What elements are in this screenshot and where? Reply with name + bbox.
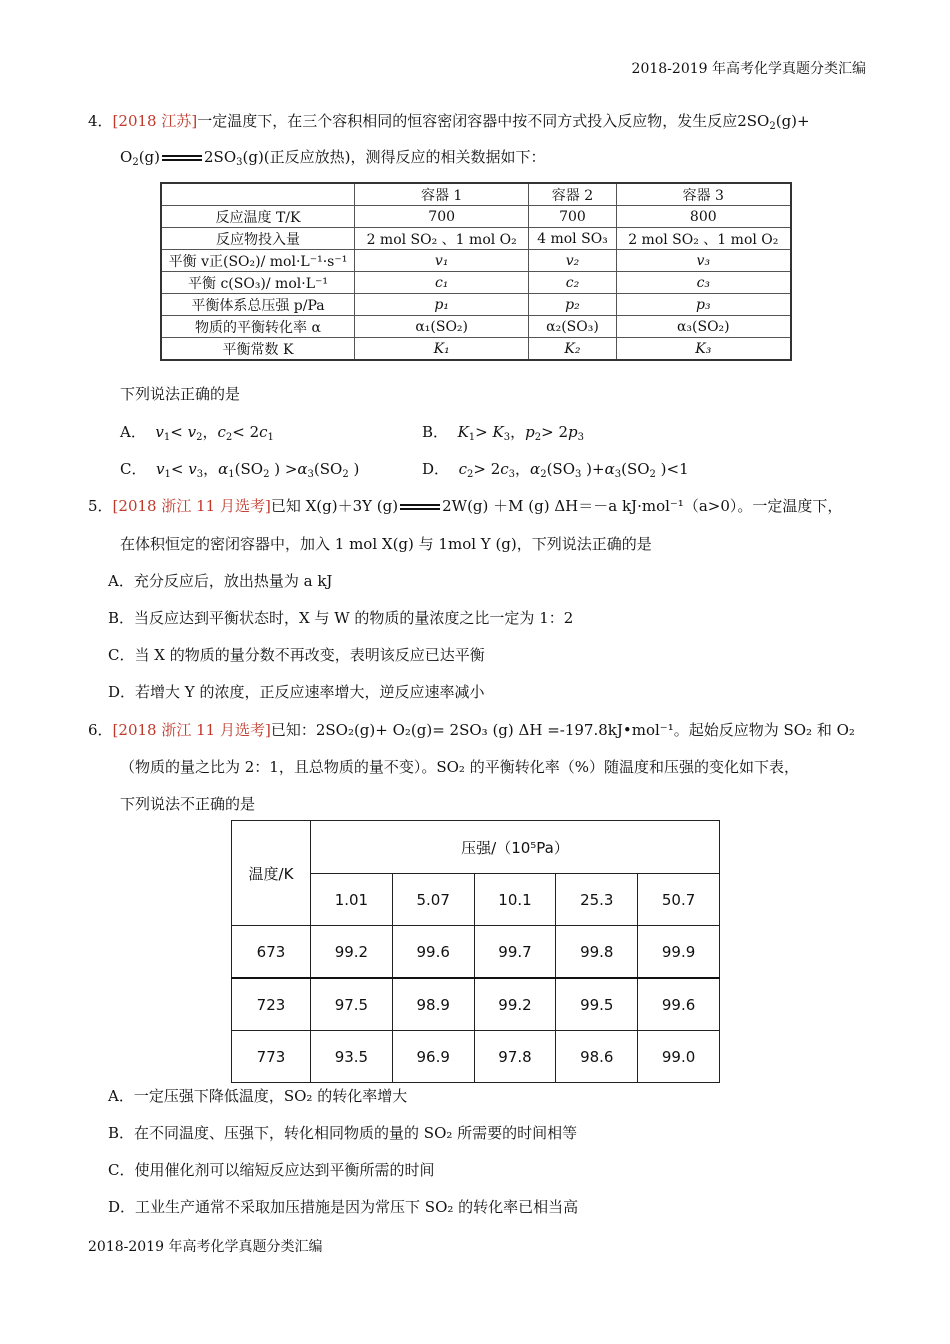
table-row (161, 294, 791, 316)
table-cell: α₁(SO₂) (355, 316, 529, 338)
table-cell: 物质的平衡转化率 α (161, 316, 355, 338)
question-4-line-2: $O_2(g)$ $2SO_3(g)$(正反应放热)，测得反应的相关数据如下： (120, 148, 546, 168)
formula-part: (g)+ (775, 112, 810, 130)
table-header-row (232, 821, 720, 874)
option-label: D． (422, 460, 450, 478)
table-cell: 99.0 (638, 1031, 720, 1083)
q6-option-c: C．使用催化剂可以缩短反应达到平衡所需的时间 (108, 1161, 435, 1179)
table-cell: c₁ (355, 272, 529, 294)
table-cell: 容器 1 (355, 183, 529, 206)
table-cell (161, 183, 355, 206)
table-cell: 4 mol SO₃ (529, 228, 616, 250)
table-cell: 99.6 (638, 978, 720, 1031)
question-6-line-2: （物质的量之比为 2：1，且总物质的量不变）。SO₂ 的平衡转化率（%）随温度和压强的变化如下表， (120, 758, 799, 776)
table-header-row (161, 183, 791, 206)
table-cell: 平衡常数 K (161, 338, 355, 361)
option-label: C． (120, 460, 147, 478)
equilibrium-arrow-icon (400, 502, 440, 512)
table-cell: K₂ (529, 338, 616, 361)
temperature-cell: 673 (232, 926, 311, 979)
table-cell: v₂ (529, 250, 616, 272)
question-text: (g)(正反应放热)，测得反应的相关数据如下： (242, 148, 546, 166)
question-source: [2018 浙江 11 月选考] (112, 497, 271, 515)
q5-option-d: D．若增大 Y 的浓度，正反应速率增大，逆反应速率减小 (108, 683, 485, 701)
table-cell: 99.9 (638, 926, 720, 979)
page-footer: 2018-2019 年高考化学真题分类汇编 (88, 1239, 323, 1255)
table-row (232, 1031, 720, 1083)
temperature-cell: 723 (232, 978, 311, 1031)
formula-part: O (120, 148, 133, 166)
question-text: 已知：2SO₂(g)+ O₂(g)= 2SO₃ (g) ΔH =-197.8kJ•mol⁻¹。起始反应物为 SO₂ 和 O₂ (270, 721, 855, 739)
table-cell: K₃ (616, 338, 791, 361)
table-cell: 96.9 (392, 1031, 474, 1083)
table-cell: 2 mol SO₂ 、1 mol O₂ (616, 228, 791, 250)
q4-option-d: D． $c_2> 2c_3$，$\alpha_2(SO_3$ )$+\alpha_3(SO_2$ )<1 (422, 460, 689, 480)
q6-option-d: D．工业生产通常不采取加压措施是因为常压下 SO₂ 的转化率已相当高 (108, 1198, 579, 1216)
table-cell: 99.7 (474, 926, 556, 979)
table-row (161, 228, 791, 250)
table-row (161, 250, 791, 272)
question-5-line-1 (88, 495, 842, 516)
table-cell: 平衡体系总压强 p/Pa (161, 294, 355, 316)
table-cell: 99.5 (556, 978, 638, 1031)
table-cell: α₂(SO₃) (529, 316, 616, 338)
table-cell: K₁ (355, 338, 529, 361)
question-6-line-3: 下列说法不正确的是 (120, 795, 256, 813)
q5-option-c: C．当 X 的物质的量分数不再改变，表明该反应已达平衡 (108, 646, 485, 664)
table-cell: 2 mol SO₂ 、1 mol O₂ (355, 228, 529, 250)
table-cell: 平衡 v正(SO₂)/ mol·L⁻¹·s⁻¹ (161, 250, 355, 272)
table-cell: 98.6 (556, 1031, 638, 1083)
table-cell: 容器 3 (616, 183, 791, 206)
option-label: B． (422, 423, 449, 441)
table-cell: p₃ (616, 294, 791, 316)
table-cell: 98.9 (392, 978, 474, 1031)
question-source: [2018 江苏] (112, 112, 198, 130)
table-cell: p₁ (355, 294, 529, 316)
table-cell: 800 (616, 206, 791, 228)
question-text: 2W(g) ＋M (g) ΔH＝－a kJ·mol⁻¹（a>0）。一定温度下， (442, 497, 843, 515)
pressure-cell: 1.01 (311, 874, 393, 926)
reaction-data-table (160, 182, 792, 361)
table-row (232, 978, 720, 1031)
table-cell: 平衡 c(SO₃)/ mol·L⁻¹ (161, 272, 355, 294)
table-row (161, 206, 791, 228)
table-cell: v₁ (355, 250, 529, 272)
table-cell: 反应物投入量 (161, 228, 355, 250)
table-cell: 99.8 (556, 926, 638, 979)
table-row (161, 338, 791, 361)
table-cell: 反应温度 T/K (161, 206, 355, 228)
pressure-cell: 50.7 (638, 874, 720, 926)
question-4-line-1: 4．[2018 江苏]一定温度下，在三个容积相同的恒容密闭容器中按不同方式投入反应物，发生反应$2SO_2(g)+$ (88, 112, 810, 132)
formula-part: 2SO (737, 112, 770, 130)
question-number: 4． (88, 112, 113, 130)
table-cell: 700 (355, 206, 529, 228)
table-cell: α₃(SO₂) (616, 316, 791, 338)
q6-option-b: B．在不同温度、压强下，转化相同物质的量的 SO₂ 所需要的时间相等 (108, 1124, 578, 1142)
equilibrium-arrow-icon (162, 153, 202, 163)
table-cell: p₂ (529, 294, 616, 316)
formula-part: (g) (138, 148, 160, 166)
temperature-cell: 773 (232, 1031, 311, 1083)
table-cell: 97.8 (474, 1031, 556, 1083)
table-cell: 99.6 (392, 926, 474, 979)
question-source: [2018 浙江 11 月选考] (112, 721, 271, 739)
question-number: 6． (88, 721, 113, 739)
table-cell: c₃ (616, 272, 791, 294)
table-row (161, 272, 791, 294)
pressure-cell: 10.1 (474, 874, 556, 926)
pressure-cell: 5.07 (392, 874, 474, 926)
q4-option-b: B． $K_1> K_3$，$p_2> 2p_3$ (422, 423, 584, 443)
question-number: 5． (88, 497, 113, 515)
question-text: 已知 X(g)＋3Y (g) (270, 497, 399, 515)
pressure-cell: 25.3 (556, 874, 638, 926)
q4-option-c: C． $v_1< v_3$，$\alpha_1(SO_2$ ) $>\alpha_3(SO_2$ ) (120, 460, 360, 480)
pressure-header-cell: 压强/（10⁵Pa） (311, 821, 720, 874)
table-cell: 容器 2 (529, 183, 616, 206)
table-cell: 99.2 (474, 978, 556, 1031)
table-corner-cell: 温度/K (232, 821, 311, 926)
question-6-line-1 (88, 719, 855, 740)
table-row (161, 316, 791, 338)
table-cell: 700 (529, 206, 616, 228)
page-header: 2018-2019 年高考化学真题分类汇编 (631, 61, 866, 77)
table-cell: 99.2 (311, 926, 393, 979)
q5-option-b: B．当反应达到平衡状态时，X 与 W 的物质的量浓度之比一定为 1：2 (108, 609, 574, 627)
conversion-rate-table (231, 820, 720, 1083)
option-label: A． (120, 423, 146, 441)
table-cell: c₂ (529, 272, 616, 294)
formula-part: 2SO (204, 148, 237, 166)
table-cell: 93.5 (311, 1031, 393, 1083)
q6-option-a: A．一定压强下降低温度，SO₂ 的转化率增大 (108, 1087, 408, 1105)
table-cell: 97.5 (311, 978, 393, 1031)
question-5-line-2: 在体积恒定的密闭容器中，加入 1 mol X(g) 与 1mol Y (g)，下列说法正确的是 (120, 535, 652, 553)
table-cell: v₃ (616, 250, 791, 272)
table-row (232, 926, 720, 979)
q5-option-a: A．充分反应后，放出热量为 a kJ (108, 572, 333, 590)
q4-option-a: A． $v_1< v_2$，$c_2< 2c_1$ (120, 423, 274, 443)
question-text: 一定温度下，在三个容积相同的恒容密闭容器中按不同方式投入反应物，发生反应 (197, 112, 738, 130)
question-4-prompt: 下列说法正确的是 (120, 385, 241, 403)
